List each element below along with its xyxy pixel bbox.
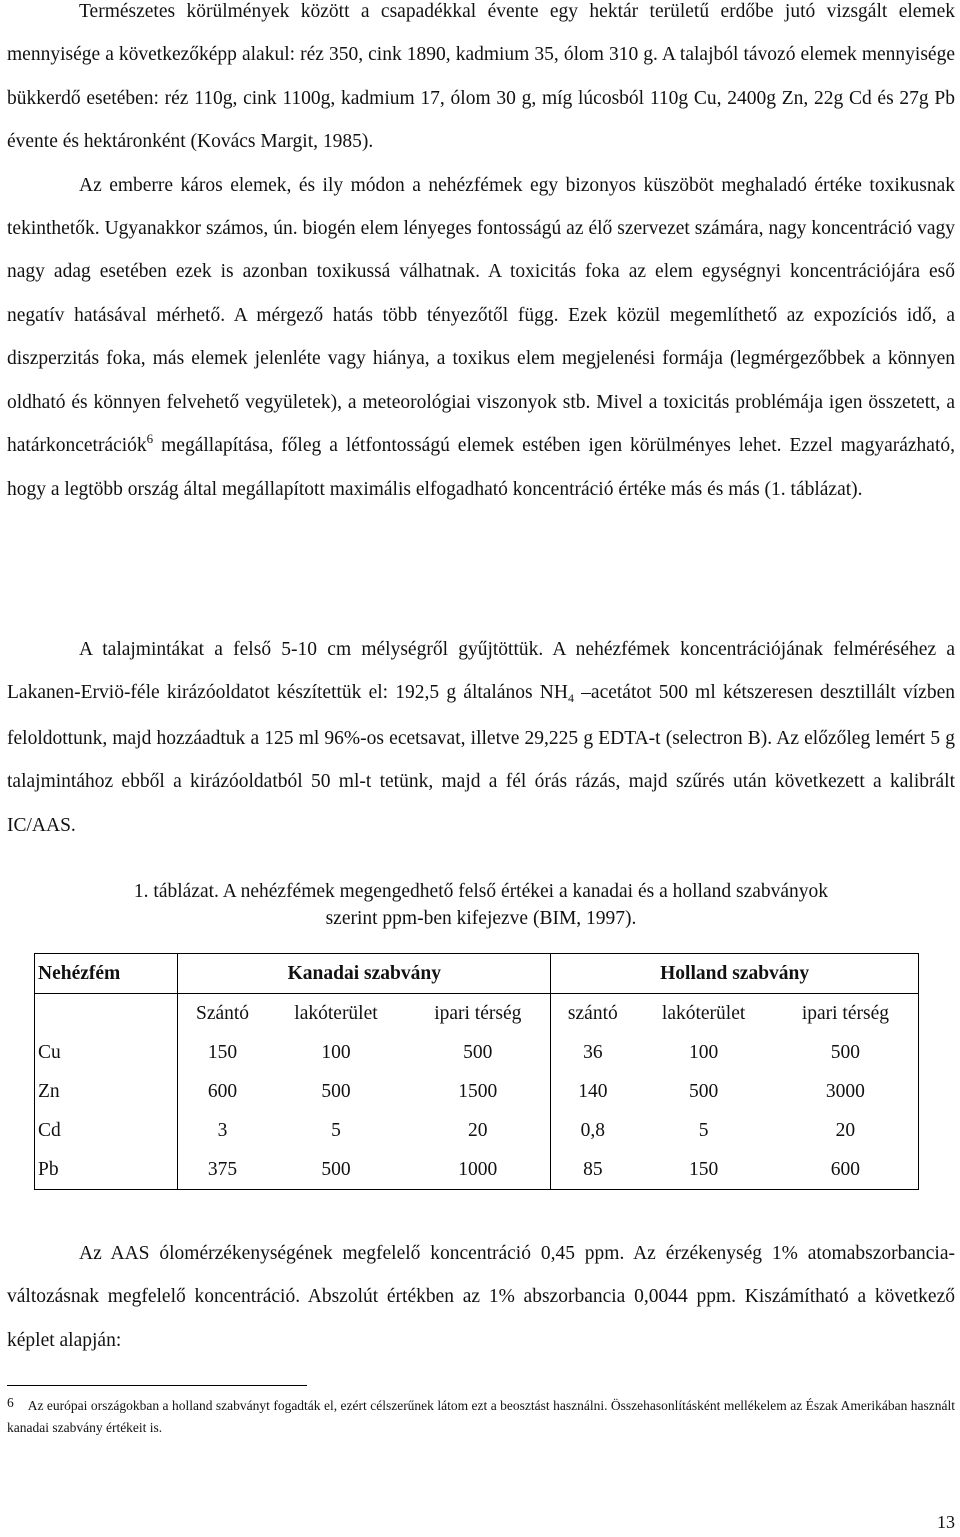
table-row: [35, 1033, 919, 1072]
table-cell: 85: [583, 1158, 603, 1180]
table-cell: 1000: [405, 1150, 551, 1190]
table-caption: [7, 878, 955, 932]
subheader-cell: lakóterület: [294, 1002, 378, 1024]
table-row: [35, 1072, 919, 1111]
subheader-cell: Szántó: [195, 1002, 250, 1024]
row-element: Zn: [35, 1072, 178, 1111]
table-cell: 3: [217, 1119, 228, 1141]
para1-sentence-a: Természetes körülmények között a csapadékkal évente egy hektár területű erdőbe jutó vizsgált elemek mennyisége a következőképp alakul: réz 350, cink 1890, kadmium 35, ólom 310 g. A talajból távozó elemek mennyisége bükkerdő esetében: réz 110g, cink 1100g, kadmium 17, ólom 30 g, míg lúcosból 110g Cu, 2400g Zn, 22g Cd és 27g Pb évente és hektáronként (Kovács Margit, 1985).: [7, 1, 955, 153]
table-cell: 100: [321, 1041, 351, 1063]
table-cell: 0,8: [580, 1119, 606, 1141]
header-element: Nehézfém: [35, 954, 178, 994]
body-paragraph-2: [7, 628, 955, 847]
para2-text-b: –acetátot 500 ml kétszeresen desztillált vízben feloldottunk, majd hozzáadtuk a 125 ml 96%-os ecetsavat, illetve 29,225 g EDTA-t (selectron B). Az előzőleg lemért 5 g talajmintához ebből a kirázóoldatból 50 ml-t tetünk, majd a fél órás rázás, majd szűrés után következett a kalibrált IC/AAS.: [7, 682, 955, 836]
body-paragraph-1: [7, 0, 955, 512]
table-cell: 500: [321, 1158, 351, 1180]
nh4-subscript: 4: [567, 691, 574, 706]
table-cell: 5: [698, 1119, 709, 1141]
table-row: [35, 1111, 919, 1150]
table-row: [35, 1150, 919, 1190]
footnote: [7, 1395, 955, 1439]
subheader-cell: szántó: [567, 1002, 618, 1024]
table-cell: 140: [578, 1080, 608, 1102]
table-cell: 500: [830, 1041, 861, 1063]
footnote-number: 6: [7, 1395, 14, 1410]
table-subheader-row: [35, 994, 919, 1034]
table-cell: 375: [207, 1158, 238, 1180]
table-cell: 36: [583, 1041, 603, 1063]
footnote-reference[interactable]: 6: [146, 431, 154, 447]
table-cell: 20: [405, 1111, 551, 1150]
footnote-separator: [7, 1385, 307, 1386]
caption-line-2: szerint ppm-ben kifejezve (BIM, 1997).: [325, 908, 637, 929]
para1-sentence-c: megállapítása, főleg a létfontosságú elemek estében igen körülményes lehet. Ezzel magyarázható, hogy a legtöbb ország által megállapított maximális elfogadható koncentráció értéke más és más (1. táblázat).: [7, 435, 955, 501]
row-element: Pb: [35, 1150, 178, 1190]
row-element: Cu: [35, 1033, 178, 1072]
table-cell: 3000: [825, 1080, 865, 1102]
page-number: 13: [937, 1512, 955, 1532]
caption-line-1: 1. táblázat. A nehézfémek megengedhető felső értékei a kanadai és a holland szabványok: [133, 881, 829, 902]
header-holland: Holland szabvány: [551, 954, 919, 994]
table-header-row: [35, 954, 919, 994]
header-canadian: Kanadai szabvány: [178, 954, 551, 994]
table-cell: 600: [830, 1158, 861, 1180]
table-cell: 5: [331, 1119, 341, 1141]
footnote-text: Az európai országokban a holland szabványt fogadták el, ezért célszerűnek látom ezt a beosztást használni. Összehasonlításként mellékelem az Észak Amerikában használt kanadai szabvány értékeit is.: [7, 1398, 955, 1435]
table-cell: 1500: [405, 1072, 551, 1111]
para2-text-a: A talajmintákat a felső 5-10 cm mélységről gyűjtöttük. A nehézfémek koncentrációjának felméréséhez a Lakanen-Erviö-féle kirázóoldatot készítettük el: 192,5 g általános NH: [7, 639, 955, 704]
body-paragraph-3: [7, 1232, 955, 1362]
table-cell: 500: [688, 1080, 719, 1102]
table-cell: 500: [405, 1033, 551, 1072]
subheader-cell: ipari térség: [405, 994, 551, 1034]
table-cell: 150: [688, 1158, 719, 1180]
table-cell: 100: [688, 1041, 719, 1063]
para3-text: Az AAS ólomérzékenységének megfelelő koncentráció 0,45 ppm. Az érzékenység 1% atomabszorbancia-változásnak megfelelő koncentráció. Abszolút értékben az 1% abszorbancia 0,0044 ppm. Kiszámítható a következő képlet alapján:: [7, 1243, 955, 1351]
table-cell: 600: [207, 1080, 238, 1102]
subheader-cell: ipari térség: [801, 1002, 889, 1024]
heavy-metal-limits-table: [34, 953, 919, 1190]
table-cell: 150: [207, 1041, 238, 1063]
subheader-empty: [35, 994, 178, 1034]
subheader-cell: lakóterület: [661, 1002, 746, 1024]
table-cell: 500: [321, 1080, 351, 1102]
row-element: Cd: [35, 1111, 178, 1150]
table-cell: 20: [835, 1119, 856, 1141]
para1-sentence-b: Az emberre káros elemek, és ily módon a nehézfémek egy bizonyos küszöböt meghaladó értéke toxikusnak tekinthetők. Ugyanakkor számos, ún. biogén elem lényeges fontosságú az élő szervezet számára, nagy koncentráció vagy nagy adag esetében ezek is azonban toxikussá válhatnak. A toxicitás foka az elem egységnyi koncentrációjára eső negatív hatásával mérhető. A mérgező hatás több tényezőtől függ. Ezek közül megemlíthető az expozíciós idő, a diszperzitás foka, más elemek jelenléte vagy hiánya, a toxikus elem megjelenési formája (legmérgezőbbek a könnyen oldható és könnyen felvehető vegyületek), a meteorológiai viszonyok stb. Mivel a toxicitás problémája igen összetett, a határkoncetrációk: [7, 174, 955, 457]
